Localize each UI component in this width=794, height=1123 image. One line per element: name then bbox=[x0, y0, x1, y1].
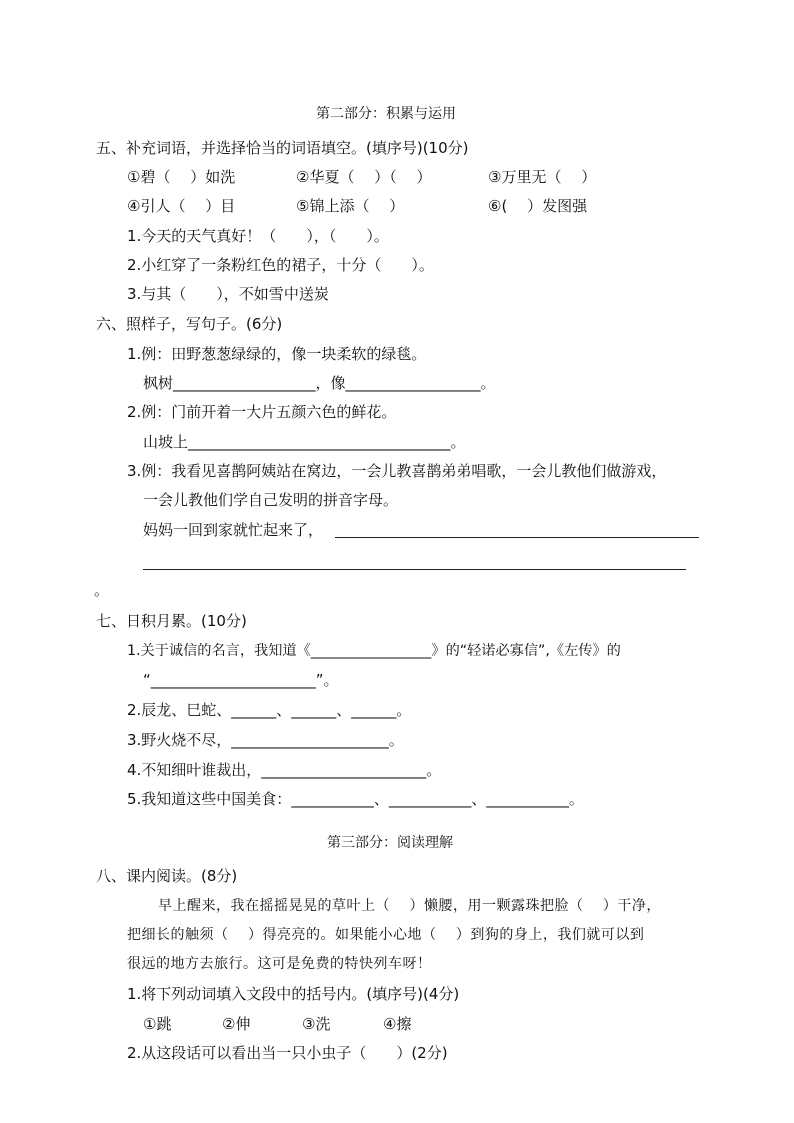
q8-question-2: 2.从这段话可以看出当一只小虫子（ ）(2分) bbox=[127, 1044, 448, 1062]
q6-answer-3-end: 。 bbox=[94, 581, 110, 599]
q8-option-2: ②伸 bbox=[222, 1015, 251, 1033]
q7-line-3: 3.野火烧不尽，_____________________。 bbox=[127, 731, 404, 749]
q5-word-1: ①碧（ ）如洗 bbox=[127, 168, 236, 186]
q6-example-3-line-2: 一会儿教他们学自己发明的拼音字母。 bbox=[143, 491, 399, 509]
q8-passage-line-3: 很远的地方去旅行。这可是免费的特快列车呀！ bbox=[127, 956, 432, 972]
q6-example-2: 2.例：门前开着一大片五颜六色的鲜花。 bbox=[127, 403, 397, 421]
q7-line-2: 2.辰龙、巳蛇、______、______、______。 bbox=[127, 701, 412, 719]
q5-heading: 五、补充词语，并选择恰当的词语填空。(填序号)(10分) bbox=[96, 139, 469, 157]
q7-line-4: 4.不知细叶谁裁出，______________________。 bbox=[127, 761, 442, 779]
q6-heading: 六、照样子，写句子。(6分) bbox=[96, 315, 283, 333]
q8-option-1: ①跳 bbox=[143, 1015, 172, 1033]
q6-example-1: 1.例：田野葱葱绿绿的，像一块柔软的绿毯。 bbox=[127, 345, 427, 363]
q8-passage-line-1: 早上醒来，我在摇摇晃晃的草叶上（ ）懒腰，用一颗露珠把脸（ ）干净， bbox=[158, 898, 661, 914]
q5-sentence-1: 1.今天的天气真好！（ ），（ ）。 bbox=[127, 227, 389, 245]
q5-word-5: ⑤锦上添（ ） bbox=[296, 197, 405, 215]
q5-sentence-3: 3.与其（ ），不如雪中送炭 bbox=[127, 285, 329, 303]
q8-option-3: ③洗 bbox=[302, 1015, 331, 1033]
q5-word-6: ⑥( ）发图强 bbox=[488, 197, 588, 215]
q8-option-4: ④擦 bbox=[383, 1015, 412, 1033]
part3-title: 第三部分：阅读理解 bbox=[327, 835, 453, 851]
q5-word-3: ③万里无（ ） bbox=[488, 168, 597, 186]
q8-passage-line-2: 把细长的触须（ ）得亮亮的。如果能小心地（ ）到狗的身上，我们就可以到 bbox=[127, 927, 645, 943]
q6-answer-3-prompt: 妈妈一回到家就忙起来了， bbox=[143, 521, 324, 539]
q7-line-5: 5.我知道这些中国美食：___________、___________、___________。 bbox=[127, 790, 584, 808]
q6-answer-2: 山坡上___________________________________。 bbox=[143, 433, 466, 451]
q5-word-2: ②华夏（ ）（ ） bbox=[296, 168, 432, 186]
q7-line-1b: “______________________”。 bbox=[143, 671, 339, 689]
q6-answer-3-blank-2 bbox=[143, 569, 686, 570]
q6-answer-1: 枫树___________________，像__________________。 bbox=[143, 374, 496, 392]
part2-title: 第二部分：积累与运用 bbox=[316, 106, 456, 122]
q5-word-4: ④引人（ ）目 bbox=[127, 197, 236, 215]
q6-example-3-line-1: 3.例：我看见喜鹊阿姨站在窝边，一会儿教喜鹊弟弟唱歌，一会儿教他们做游戏， bbox=[127, 462, 667, 480]
q6-answer-3-blank-1 bbox=[335, 537, 699, 538]
q5-sentence-2: 2.小红穿了一条粉红色的裙子，十分（ ）。 bbox=[127, 256, 434, 274]
q7-heading: 七、日积月累。(10分) bbox=[96, 612, 247, 630]
q7-line-1: 1.关于诚信的名言，我知道《_________________》的“轻诺必寡信”,《左传》的 bbox=[127, 643, 621, 659]
q8-heading: 八、课内阅读。(8分) bbox=[96, 867, 238, 885]
q8-question-1: 1.将下列动词填入文段中的括号内。(填序号)(4分) bbox=[127, 985, 460, 1003]
